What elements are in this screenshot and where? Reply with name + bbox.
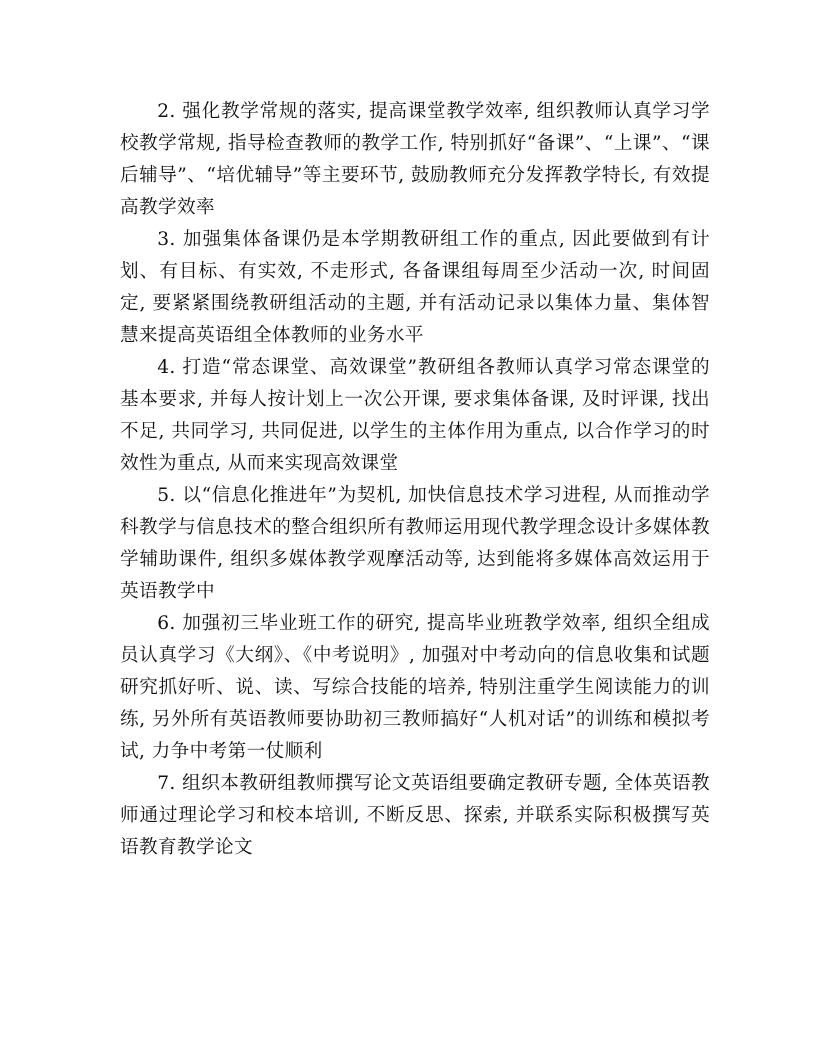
paragraph-item-4: 4. 打造“常态课堂、高效课堂”教研组各教师认真学习常态课堂的基本要求, 并每人按计划上一次公开课, 要求集体备课, 及时评课, 找出不足, 共同学习, 共同促进, 以学生的主体作用为重点, 以合作学习的时效性为重点, 从而来实现高效课堂: [120, 357, 710, 474]
document-body: [120, 96, 710, 864]
paragraph-item-7: 7. 组织本教研组教师撰写论文英语组要确定教研专题, 全体英语教师通过理论学习和校本培训, 不断反思、探索, 并联系实际积极撰写英语教育教学论文: [120, 773, 710, 858]
paragraph-item-6: 6. 加强初三毕业班工作的研究, 提高毕业班教学效率, 组织全组成员认真学习《大纲》、《中考说明》, 加强对中考动向的信息收集和试题研究抓好听、说、读、写综合技能的培养, 特别注重学生阅读能力的训练, 另外所有英语教师要协助初三教师搞好“人机对话”的训练和模拟考试, 力争中考第一仗顺利: [120, 613, 710, 762]
paragraph-item-5: 5. 以“信息化推进年”为契机, 加快信息技术学习进程, 从而推动学科教学与信息技术的整合组织所有教师运用现代教学理念设计多媒体教学辅助课件, 组织多媒体教学观摩活动等, 达到能将多媒体高效运用于英语教学中: [120, 485, 710, 602]
paragraph-item-2: 2. 强化教学常规的落实, 提高课堂教学效率, 组织教师认真学习学校教学常规, 指导检查教师的教学工作, 特别抓好“备课”、“上课”、“课后辅导”、“培优辅导”等主要环节, 鼓励教师充分发挥教学特长, 有效提高教学效率: [120, 101, 710, 218]
paragraph-item-3: 3. 加强集体备课仍是本学期教研组工作的重点, 因此要做到有计划、有目标、有实效, 不走形式, 各备课组每周至少活动一次, 时间固定, 要紧紧围绕教研组活动的主题, 并有活动记录以集体力量、集体智慧来提高英语组全体教师的业务水平: [120, 229, 710, 346]
